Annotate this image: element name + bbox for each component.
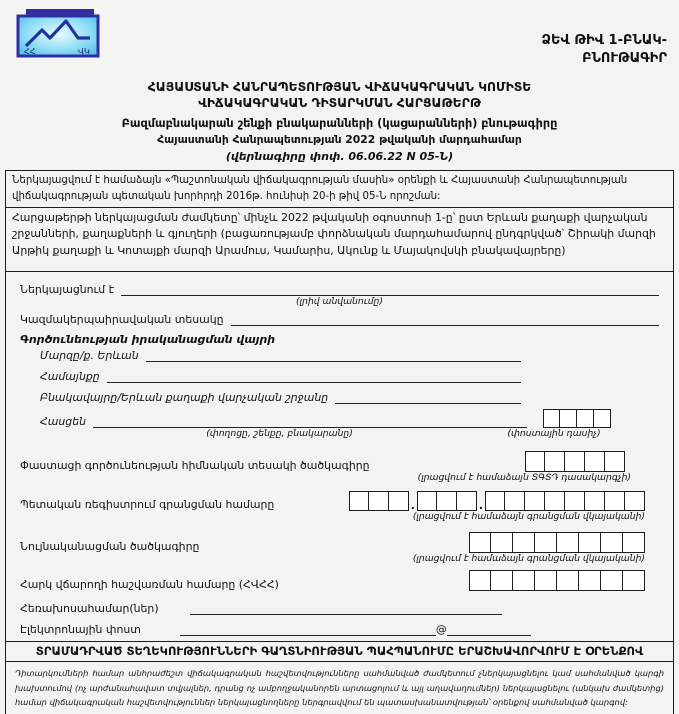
code-box-cell[interactable] xyxy=(585,451,605,472)
phone-line[interactable] xyxy=(190,601,502,615)
marz-label: Մարզը/ք. Երևան xyxy=(40,349,139,363)
register-group-3[interactable] xyxy=(485,491,645,511)
register-hint: (լրացվում է համաձայն գրանցման վկայականի) xyxy=(412,511,645,523)
code-box-cell[interactable] xyxy=(417,491,437,511)
community-label: Համայնքը xyxy=(40,370,100,384)
code-box-cell[interactable] xyxy=(557,570,579,591)
tin-label: Հարկ վճարողի հաշվառման համարը (ՀՎՀՀ) xyxy=(20,578,279,592)
activity-code-hint: (լրացվում է համաձայն ՏԳՏԴ դասակարգչի) xyxy=(417,472,631,484)
email-row xyxy=(20,622,659,636)
register-dot: . xyxy=(478,499,483,513)
code-box-cell[interactable] xyxy=(605,491,625,511)
code-box-cell[interactable] xyxy=(389,491,409,511)
full-name-hint: (լրիվ անվանումը) xyxy=(296,296,383,308)
code-box-cell[interactable] xyxy=(579,570,601,591)
code-box-cell[interactable] xyxy=(349,491,369,511)
address-hints-row xyxy=(20,428,659,439)
legal-type-label: Կազմակերպաիրավական տեսակը xyxy=(20,313,224,327)
activity-code-label: Փաստացի գործունեության հիմնական տեսակի ծածկագիրը xyxy=(20,459,370,473)
code-box-cell[interactable] xyxy=(535,532,557,553)
id-code-row xyxy=(20,532,659,553)
address-line[interactable] xyxy=(93,414,527,428)
svg-text:ՀՀ: ՀՀ xyxy=(24,47,36,56)
submitted-by-row xyxy=(20,282,659,296)
email-domain-line[interactable] xyxy=(447,622,531,636)
code-box-cell[interactable] xyxy=(485,491,505,511)
activity-place-header: Գործունեության իրականացման վայրի xyxy=(20,333,276,347)
email-local-line[interactable] xyxy=(180,622,436,636)
code-box-cell[interactable] xyxy=(565,491,585,511)
code-box-cell[interactable] xyxy=(505,491,525,511)
code-box-cell[interactable] xyxy=(525,451,545,472)
form-headings xyxy=(0,80,679,163)
code-box-cell[interactable] xyxy=(625,491,645,511)
register-number-boxes[interactable] xyxy=(349,491,645,511)
code-box-cell[interactable] xyxy=(557,532,579,553)
register-number-row xyxy=(20,491,659,511)
form-code-line1: ՁԵՎ ԹԻՎ 1-ԲՆԱԿ- xyxy=(541,33,667,48)
code-box-cell[interactable] xyxy=(513,532,535,553)
id-code-hint: (լրացվում է համաձայն գրանցման վկայականի) xyxy=(412,553,645,565)
code-box-cell[interactable] xyxy=(560,409,577,428)
tin-row xyxy=(20,570,659,591)
form-code-label xyxy=(542,32,667,68)
settlement-line[interactable] xyxy=(335,390,521,404)
code-box-cell[interactable] xyxy=(535,570,557,591)
register-number-label: Պետական ռեգիստրում գրանցման համարը xyxy=(20,498,275,512)
form-body xyxy=(5,271,674,642)
email-label: Էլեկտրոնային փոստ xyxy=(20,623,141,637)
liability-footnote: Դիտարկումների համար անհրաժեշտ վիճակագրական հաշվետվությունները սահմանված ժամկետում չներկայացնելու կամ սահմանված կարգի խախտումով (ոչ արժանահավատ տվյալներ, դրանց ոչ ամբողջականորեն արտացոլում և այլ աղավաղումներ) ներկայացնելու (անկախ ժամկետից) համար վիճակագրական հաշվետվություններ ներկայացնողները ներգրավվում են պատասխանատվության՝ օրենքով սահմանված կարգով: xyxy=(5,661,674,714)
register-group-2[interactable] xyxy=(417,491,477,511)
code-box-cell[interactable] xyxy=(585,491,605,511)
settlement-label: Բնակավայրը/Երևան քաղաքի վարչական շրջանը xyxy=(40,391,329,405)
code-box-cell[interactable] xyxy=(525,491,545,511)
code-box-cell[interactable] xyxy=(491,570,513,591)
code-box-cell[interactable] xyxy=(623,532,645,553)
code-box-cell[interactable] xyxy=(594,409,611,428)
tin-boxes[interactable] xyxy=(469,570,645,591)
armstat-logo-icon xyxy=(16,8,102,62)
code-box-cell[interactable] xyxy=(457,491,477,511)
form-title: Բազմաբնակարան շենքի բնակարանների (կացարանների) բնութագիրը xyxy=(121,117,558,131)
community-row xyxy=(20,369,659,383)
code-box-cell[interactable] xyxy=(543,409,560,428)
activity-code-boxes[interactable] xyxy=(525,451,625,472)
submitted-by-line[interactable] xyxy=(121,282,659,296)
address-label: Հասցեն xyxy=(40,415,87,429)
address-hint: (փողոցը, շենքը, բնակարանը) xyxy=(206,428,353,440)
community-line[interactable] xyxy=(107,369,521,383)
register-group-1[interactable] xyxy=(349,491,409,511)
code-box-cell[interactable] xyxy=(545,491,565,511)
activity-code-row xyxy=(20,451,659,472)
code-box-cell[interactable] xyxy=(601,570,623,591)
code-box-cell[interactable] xyxy=(491,532,513,553)
submitted-by-label: Ներկայացնում է xyxy=(20,283,115,297)
svg-text:ՎԿ: ՎԿ xyxy=(78,47,90,56)
code-box-cell[interactable] xyxy=(545,451,565,472)
code-box-cell[interactable] xyxy=(579,532,601,553)
code-box-cell[interactable] xyxy=(577,409,594,428)
legal-type-line[interactable] xyxy=(231,312,659,326)
amendment-note: (վերնագիրը փոփ. 06.06.22 N 05-Ն) xyxy=(225,150,454,164)
email-at-sign: @ xyxy=(435,623,447,637)
confidentiality-banner: ՏՐԱՄԱԴՐՎԱԾ ՏԵՂԵԿՈՒԹՅՈՒՆՆԵՐԻ ԳԱՂՏՆԻՈՒԹՅԱՆ ՊԱՀՊԱՆՈՒՄԸ ԵՐԱՇԽԱՎՈՐՎՈՒՄ Է ՕՐԵՆՔՈՎ xyxy=(5,641,674,662)
legal-type-row xyxy=(20,312,659,326)
committee-name: ՀԱՅԱՍՏԱՆԻ ՀԱՆՐԱՊԵՏՈՒԹՅԱՆ ՎԻՃԱԿԱԳՐԱԿԱՆ ԿՈՄԻՏԵ xyxy=(147,80,532,95)
code-box-cell[interactable] xyxy=(601,532,623,553)
code-box-cell[interactable] xyxy=(437,491,457,511)
address-row xyxy=(20,409,659,428)
code-box-cell[interactable] xyxy=(469,570,491,591)
deadline-note: Հարցաթերթի ներկայացման ժամկետը՝ մինչև 2022 թվականի օգոստոսի 1-ը՝ ըստ Երևան քաղաքի վարչական շրջանների, քաղաքների և գյուղերի (բացառությամբ փորձնական մարդահամարով ընդգրկված՝ Շիրակի մարզի Արթիկ քաղաքի և Կոտայքի մարզի Արամուս, Կամարիս, Ակունք և Մայակովսկի բնակավայրերը) xyxy=(5,207,674,272)
phone-row xyxy=(20,601,659,615)
survey-type: ՎԻՃԱԿԱԳՐԱԿԱՆ ԴԻՏԱՐԿՄԱՆ ՀԱՐՑԱԹԵՐԹ xyxy=(198,96,481,111)
form-header xyxy=(0,0,679,68)
id-code-boxes[interactable] xyxy=(469,532,645,553)
register-dot: . xyxy=(410,499,415,513)
code-box-cell[interactable] xyxy=(565,451,585,472)
legal-basis-note: Ներկայացվում է համաձայն «Պաշտոնական վիճակագրության մասին» օրենքի և Հայաստանի Հանրապետության վիճակագրության պետական խորհրդի 2016թ. հունիսի 20-ի թիվ 05-Ն որոշման: xyxy=(5,170,674,208)
form-code-line2: ԲՆՈՒԹԱԳԻՐ xyxy=(582,51,667,67)
marz-row xyxy=(20,348,659,362)
census-subtitle: Հայաստանի Հանրապետության 2022 թվականի մարդահամար xyxy=(157,133,522,147)
settlement-row xyxy=(20,390,659,404)
code-box-cell[interactable] xyxy=(469,532,491,553)
postal-hint: (փոստային դասիչ) xyxy=(507,428,601,440)
id-code-label: Նույնականացման ծածկագիրը xyxy=(20,540,200,554)
code-box-cell[interactable] xyxy=(623,570,645,591)
phone-label: Հեռախոսահամար(ներ) xyxy=(20,602,159,616)
code-box-cell[interactable] xyxy=(513,570,535,591)
code-box-cell[interactable] xyxy=(605,451,625,472)
code-box-cell[interactable] xyxy=(369,491,389,511)
marz-line[interactable] xyxy=(146,348,521,362)
postal-code-boxes[interactable] xyxy=(543,409,611,428)
